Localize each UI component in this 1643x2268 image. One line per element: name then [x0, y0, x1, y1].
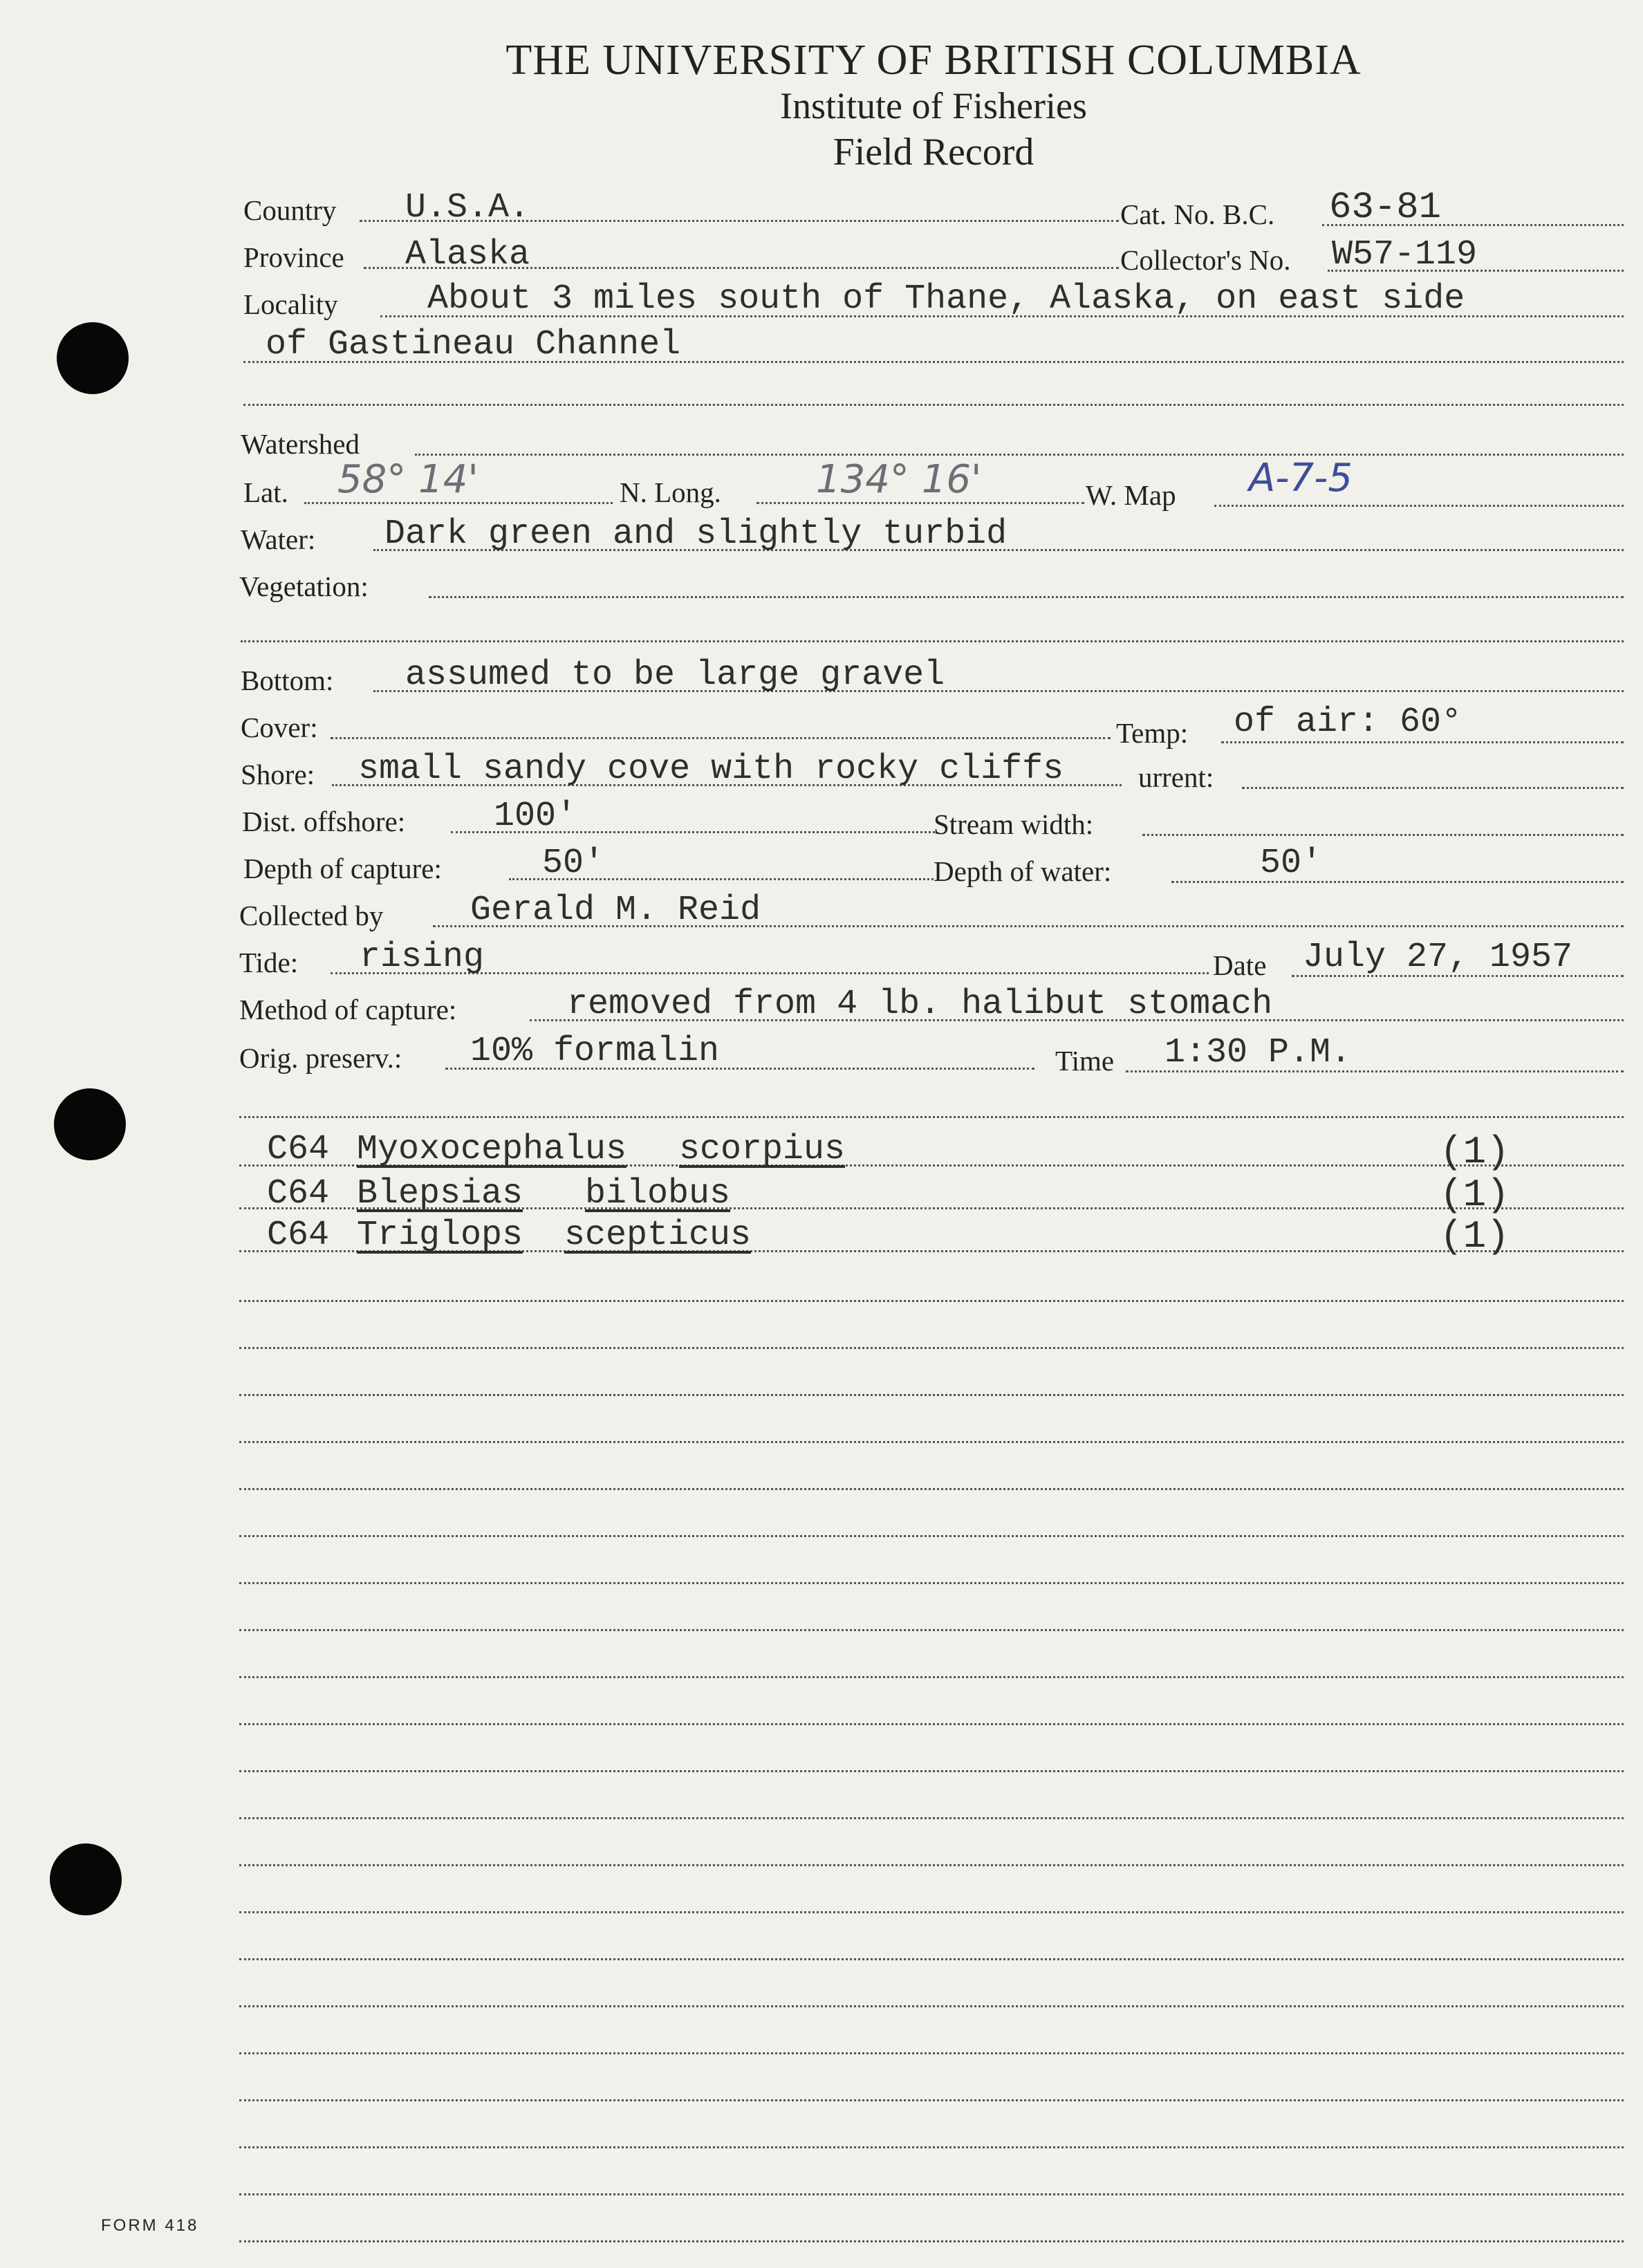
lat-label: Lat.	[243, 476, 288, 508]
shore-label: Shore:	[241, 759, 315, 790]
ruled-line	[239, 1441, 1624, 1443]
ruled-line	[239, 1535, 1624, 1537]
ruled-line	[239, 1582, 1624, 1584]
ruled-line	[239, 2099, 1624, 2101]
date-value: July 27, 1957	[1303, 938, 1573, 977]
specimen-3-species: scepticus	[564, 1216, 752, 1255]
depth-water-line	[1171, 881, 1624, 883]
ruled-line	[239, 1116, 1624, 1118]
ruled-line	[239, 2193, 1624, 2195]
temp-label: Temp:	[1116, 717, 1189, 749]
country-value: U.S.A.	[405, 188, 530, 227]
water-label: Water:	[241, 523, 316, 555]
collected-by-label: Collected by	[239, 900, 384, 931]
ruled-line	[239, 2240, 1624, 2242]
vegetation-line-2	[241, 640, 1624, 642]
collector-no-value: W57-119	[1332, 235, 1478, 275]
vegetation-label: Vegetation:	[239, 570, 369, 602]
form-title: Field Record	[833, 131, 1034, 174]
bottom-value: assumed to be large gravel	[405, 656, 945, 695]
ruled-line	[239, 2005, 1624, 2007]
ruled-line	[239, 2146, 1624, 2148]
university-heading: THE UNIVERSITY OF BRITISH COLUMBIA	[505, 37, 1362, 84]
cat-no-value: 63-81	[1329, 187, 1442, 229]
specimen-3-code: C64	[267, 1216, 330, 1255]
specimen-1-code: C64	[267, 1130, 330, 1169]
depth-water-label: Depth of water:	[934, 855, 1112, 887]
specimen-2-code: C64	[267, 1174, 330, 1214]
specimen-1-species: scorpius	[679, 1130, 846, 1169]
ruled-line	[239, 1958, 1624, 1960]
long-value: 134° 16'	[816, 457, 982, 502]
cover-line	[331, 737, 1111, 739]
binder-hole-top	[57, 322, 129, 394]
specimen-2-species: bilobus	[585, 1174, 731, 1214]
lat-line	[304, 502, 613, 504]
dist-offshore-value: 100'	[494, 797, 577, 836]
ruled-line	[239, 1347, 1624, 1349]
shore-value: small sandy cove with rocky cliffs	[358, 750, 1064, 789]
n-long-label: N. Long.	[620, 476, 721, 508]
stream-width-label: Stream width:	[934, 808, 1094, 840]
date-label: Date	[1213, 949, 1267, 981]
watershed-label: Watershed	[241, 428, 360, 460]
temp-value: of air: 60°	[1234, 703, 1463, 742]
depth-capture-label: Depth of capture:	[243, 853, 442, 884]
orig-preserv-value: 10% formalin	[470, 1032, 720, 1071]
cover-label: Cover:	[241, 712, 318, 743]
ruled-line	[239, 1864, 1624, 1866]
specimen-3-genus: Triglops	[357, 1216, 523, 1255]
map-line	[1214, 505, 1624, 507]
stream-width-line	[1142, 834, 1624, 836]
institute-heading: Institute of Fisheries	[780, 85, 1087, 127]
collector-no-label: Collector's No.	[1120, 244, 1291, 276]
ruled-line	[239, 1394, 1624, 1396]
ruled-line	[239, 2052, 1624, 2054]
method-label: Method of capture:	[239, 994, 457, 1025]
depth-capture-value: 50'	[542, 844, 605, 883]
locality-line-3	[243, 404, 1624, 406]
cat-no-label: Cat. No. B.C.	[1120, 198, 1275, 230]
binder-hole-bottom	[50, 1843, 122, 1915]
water-value: Dark green and slightly turbid	[384, 514, 1008, 554]
ruled-line	[239, 1911, 1624, 1913]
country-label: Country	[243, 194, 337, 226]
map-value: A-7-5	[1249, 456, 1353, 501]
ruled-line	[239, 1817, 1624, 1819]
ruled-line	[239, 1300, 1624, 1302]
time-label: Time	[1055, 1045, 1115, 1077]
province-value: Alaska	[405, 235, 530, 275]
ruled-line	[239, 1676, 1624, 1678]
ruled-line	[239, 1723, 1624, 1725]
watershed-line	[415, 454, 1624, 456]
orig-preserv-label: Orig. preserv.:	[239, 1042, 402, 1074]
specimen-3-count: (1)	[1440, 1214, 1510, 1258]
province-label: Province	[243, 241, 344, 273]
specimen-1-count: (1)	[1440, 1130, 1510, 1174]
current-line	[1242, 787, 1624, 789]
tide-label: Tide:	[239, 947, 299, 978]
tide-value: rising	[360, 938, 485, 977]
ruled-line	[239, 1770, 1624, 1772]
binder-hole-middle	[54, 1088, 126, 1160]
long-line	[756, 502, 1084, 504]
w-map-label: W. Map	[1086, 479, 1176, 511]
time-value: 1:30 P.M.	[1164, 1033, 1352, 1072]
method-value: removed from 4 lb. halibut stomach	[567, 985, 1273, 1024]
specimen-1-genus: Myoxocephalus	[357, 1130, 627, 1169]
lat-value: 58° 14'	[337, 457, 479, 502]
specimen-2-genus: Blepsias	[357, 1174, 523, 1214]
dist-offshore-label: Dist. offshore:	[242, 806, 406, 837]
specimen-2-count: (1)	[1440, 1173, 1510, 1217]
bottom-label: Bottom:	[241, 664, 334, 696]
ruled-line	[239, 1629, 1624, 1631]
current-label: urrent:	[1138, 761, 1214, 793]
vegetation-line	[429, 596, 1624, 598]
locality-value-line2: of Gastineau Channel	[266, 325, 681, 364]
depth-water-value: 50'	[1260, 844, 1323, 883]
locality-label: Locality	[243, 288, 338, 320]
ruled-line	[239, 1488, 1624, 1490]
collected-by-value: Gerald M. Reid	[470, 891, 761, 930]
form-number: FORM 418	[101, 2216, 199, 2235]
locality-value-line1: About 3 miles south of Thane, Alaska, on east side	[427, 279, 1465, 319]
